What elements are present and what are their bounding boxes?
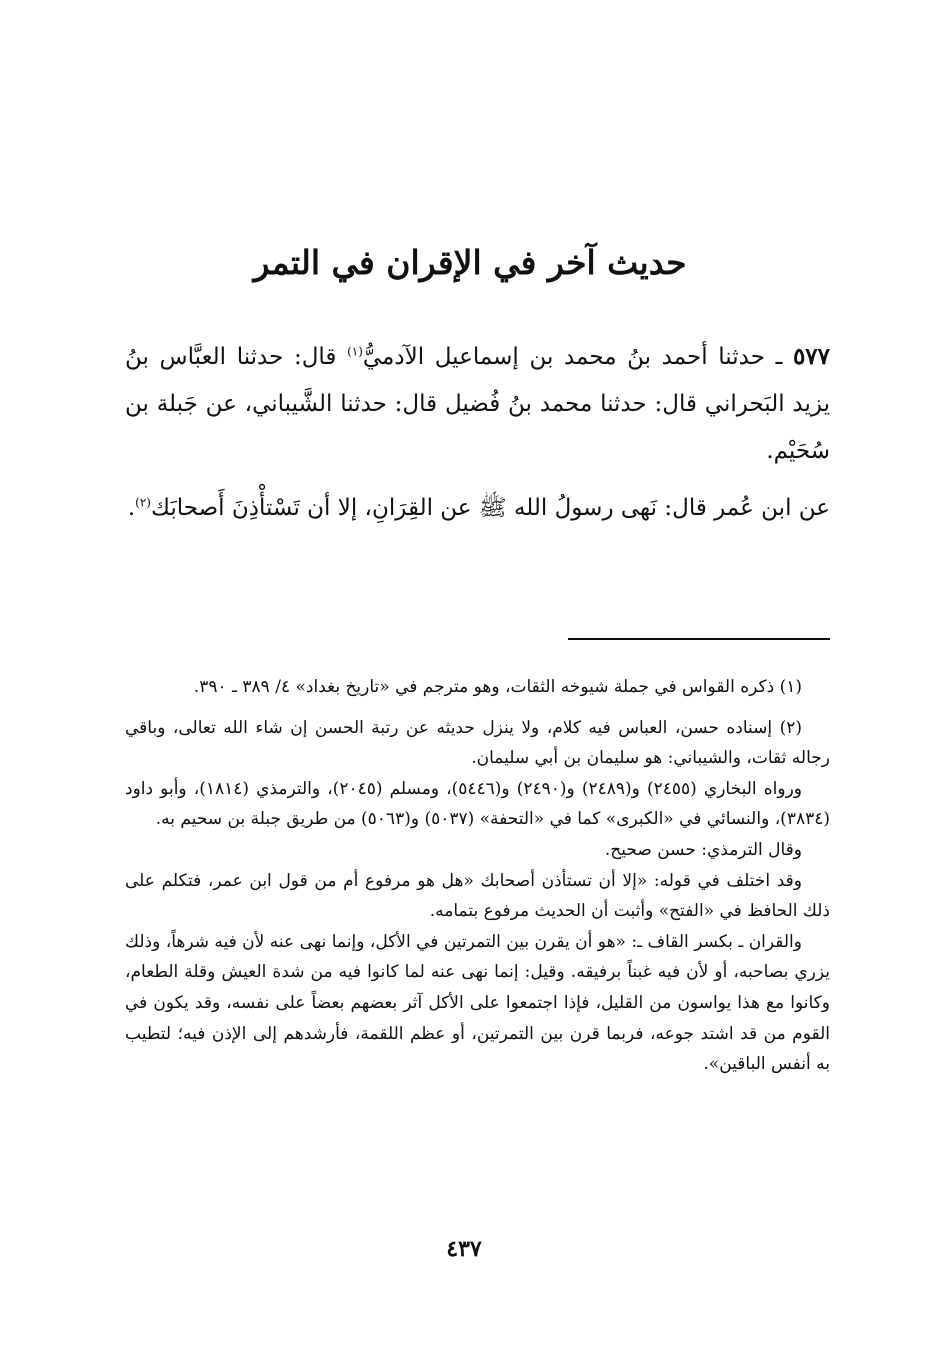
footnote-2-tirmidhi: وقال الترمذي: حسن صحيح. xyxy=(604,839,802,860)
hadith-number: ٥٧٧ xyxy=(792,343,830,370)
hadith-matn-text: عن ابن عُمر قال: نَهى رسولُ الله ﷺ عن القِرَانِ، إلا أن تَسْتأْذِنَ أَصحابَك xyxy=(150,495,830,522)
hadith-text xyxy=(125,333,830,533)
footnote-ref-1: (١) xyxy=(347,344,363,359)
footnote-2: (٢) إسناده حسن، العباس فيه كلام، ولا ينزل حديثه عن رتبة الحسن إن شاء الله تعالى، وباقي رجاله ثقات، والشيباني: هو سليمان بن أبي سليمان. xyxy=(125,717,830,769)
footnote-ref-2: (٢) xyxy=(135,495,151,510)
hadith-chain-rest: قال: حدثنا العبَّاس بنُ يزيد البَحراني قال: حدثنا محمد بنُ فُضيل قال: حدثنا الشَّيباني، عن جَبلة بن سُحَيْم. xyxy=(125,344,830,465)
chapter-title: حديث آخر في الإقران في التمر xyxy=(253,243,687,282)
footnote-separator xyxy=(568,638,830,640)
footnotes xyxy=(125,672,830,1080)
page-number: ٤٣٧ xyxy=(446,1236,482,1262)
hadith-matn xyxy=(125,485,830,532)
footnote-2-qiran: والقران ـ بكسر القاف ـ: «هو أن يقرن بين التمرتين في الأكل، وإنما نهى عنه لأن فيه شرهاً، وذلك يزري بصاحبه، أو لأن فيه غبناً برفيقه. وقيل: إنما نهى عنه لما كانوا فيه من شدة العيش وقلة الطعام، وكانوا مع هذا يواسون من القليل، فإذا اجتمعوا على الأكل آثر بعضهم بعضاً على نفسه، وقد يكون في القوم من قد اشتد جوعه، فربما قرن بين التمرتين، أو عظم اللقمة، فأرشدهم إلى الإذن فيه؛ لتطيب به أنفس الباقين». xyxy=(125,931,830,1075)
hadith-chain xyxy=(125,333,830,475)
hadith-matn-end: . xyxy=(127,495,136,522)
footnote-1: (١) ذكره القواس في جملة شيوخه الثقات، وهو مترجم في «تاريخ بغداد» ٤/ ٣٨٩ ـ ٣٩٠. xyxy=(193,677,802,697)
hadith-chain-start: ـ حدثنا أحمد بنُ محمد بن إسماعيل الآدميُّ xyxy=(362,344,793,370)
footnote-2-ikhtilaf: وقد اختلف في قوله: «إلا أن تستأذن أصحابك «هل هو مرفوع أم من قول ابن عمر، فتكلم على ذلك الحافظ في «الفتح» وأثبت أن الحديث مرفوع بتمامه. xyxy=(125,870,830,922)
footnote-2-takhrij: ورواه البخاري (٢٤٥٥) و(٢٤٨٩) و(٢٤٩٠) و(٥٤٤٦)، ومسلم (٢٠٤٥)، والترمذي (١٨١٤)، وأبو داود (٣٨٣٤)، والنسائي في «الكبرى» كما في «التحفة» (٥٠٣٧) و(٥٠٦٣) من طريق جبلة بن سحيم به. xyxy=(125,778,830,830)
